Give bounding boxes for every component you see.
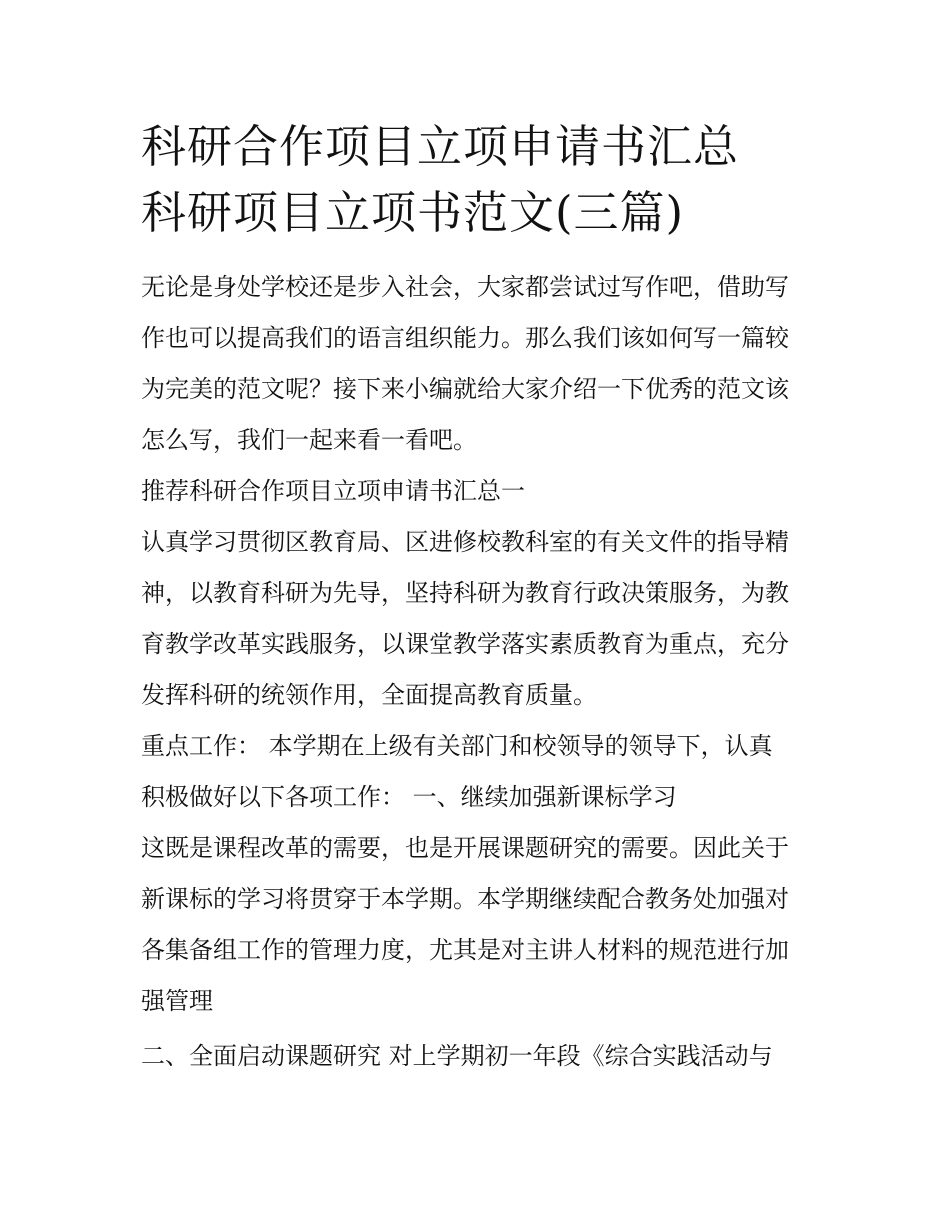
text-line: 强管理 — [141, 987, 213, 1015]
text-line: 这既是课程改革的需要，也是开展课题研究的需要。因此关于 — [141, 834, 789, 862]
text-line: 积极做好以下各项工作： 一、继续加强新课标学习 — [141, 783, 677, 811]
text-line: 作也可以提高我们的语言组织能力。那么我们该如何写一篇较 — [141, 324, 789, 352]
text-line: 重点工作： 本学期在上级有关部门和校领导的领导下，认真 — [141, 732, 773, 760]
text-line: 神，以教育科研为先导，坚持科研为教育行政决策服务，为教 — [141, 579, 789, 607]
text-line: 新课标的学习将贯穿于本学期。本学期继续配合教务处加强对 — [141, 885, 789, 913]
research-paragraph — [141, 1031, 811, 1082]
text-line: 二、全面启动课题研究 对上学期初一年段《综合实践活动与 — [141, 1042, 773, 1070]
text-line: 育教学改革实践服务，以课堂教学落实素质教育为重点，充分 — [141, 630, 789, 658]
intro-paragraph — [141, 262, 811, 466]
text-line: 怎么写，我们一起来看一看吧。 — [141, 426, 477, 454]
section-heading-paragraph — [141, 466, 811, 517]
text-line: 各集备组工作的管理力度，尤其是对主讲人材料的规范进行加 — [141, 936, 789, 964]
text-line: 推荐科研合作项目立项申请书汇总一 — [141, 477, 525, 505]
document-content — [141, 114, 811, 1082]
title-line-1: 科研合作项目立项申请书汇总 — [141, 120, 740, 173]
text-line: 为完美的范文呢？接下来小编就给大家介绍一下优秀的范文该 — [141, 375, 789, 403]
title-line-2: 科研项目立项书范文(三篇) — [141, 186, 685, 239]
document-title — [141, 114, 811, 246]
curriculum-paragraph — [141, 823, 811, 1027]
guidance-paragraph — [141, 517, 811, 721]
text-line: 无论是身处学校还是步入社会，大家都尝试过写作吧，借助写 — [141, 273, 789, 301]
key-work-paragraph — [141, 721, 811, 823]
text-line: 认真学习贯彻区教育局、区进修校教科室的有关文件的指导精 — [141, 528, 789, 556]
text-line: 发挥科研的统领作用，全面提高教育质量。 — [141, 681, 597, 709]
